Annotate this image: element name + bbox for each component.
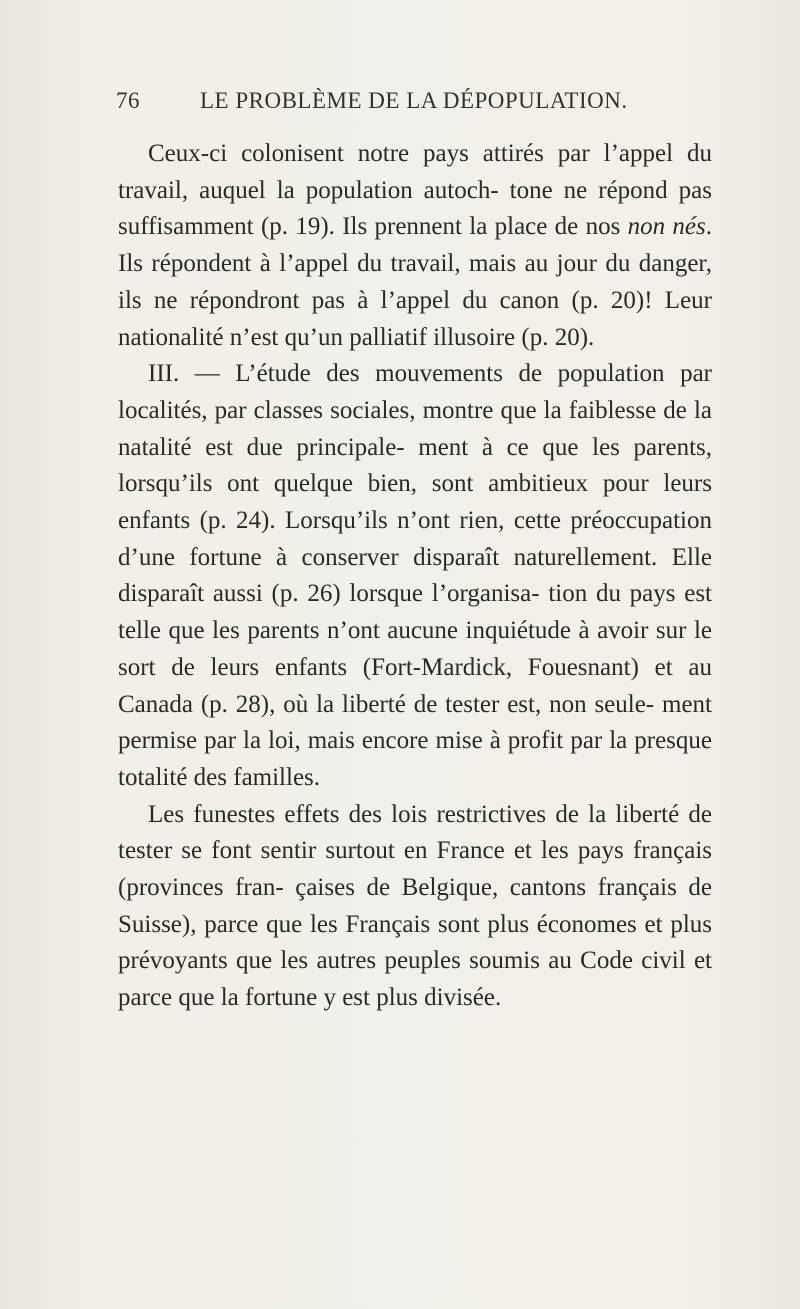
running-title: LE PROBLÈME DE LA DÉPOPULATION. bbox=[200, 88, 628, 113]
paragraph-1-italic: non nés bbox=[627, 213, 706, 241]
paragraph-2: III. — L’étude des mouvements de population par localités, par classes sociales, montre que la faiblesse de la natalité est due principale- ment à ce que les parents, lorsqu’ils ont quelque bien, sont ambitieux pour leurs enfants (p. 24). Lorsqu’ils n’ont rien, cette préoccupation d’une fortune à conserver disparaît naturellement. Elle disparaît aussi (p. 26) lorsque l’organisa- tion du pays est telle que les parents n’ont aucune inquiétude à avoir sur le sort de leurs enfants (Fort-Mardick, Fouesnant) et au Canada (p. 28), où la liberté de tester est, non seule- ment permise par la loi, mais encore mise à profit par la presque totalité des familles. bbox=[118, 360, 712, 791]
paragraph-1-text-b: . Ils répondent à l’appel du travail, mais au jour du danger, ils ne répondront pas à l’appel du canon (p. 20)! Leur nationalité n’est qu’un palliatif illusoire (p. 20). bbox=[118, 213, 712, 351]
paragraph-1 bbox=[118, 136, 712, 356]
body-text bbox=[118, 136, 712, 1017]
page-number: 76 bbox=[116, 88, 140, 113]
page-header bbox=[116, 88, 716, 118]
paragraph-1-text-a: Ceux-ci colonisent notre pays attirés par l’appel du travail, auquel la population autoch- tone ne répond pas suffisamment (p. 19). Ils prennent la place de nos bbox=[118, 140, 712, 241]
paragraph-3: Les funestes effets des lois restrictives de la liberté de tester se font sentir surtout en France et les pays français (provinces fran- çaises de Belgique, cantons français de Suisse), parce que les Français sont plus économes et plus prévoyants que les autres peuples soumis au Code civil et parce que la fortune y est plus divisée. bbox=[118, 800, 712, 1012]
